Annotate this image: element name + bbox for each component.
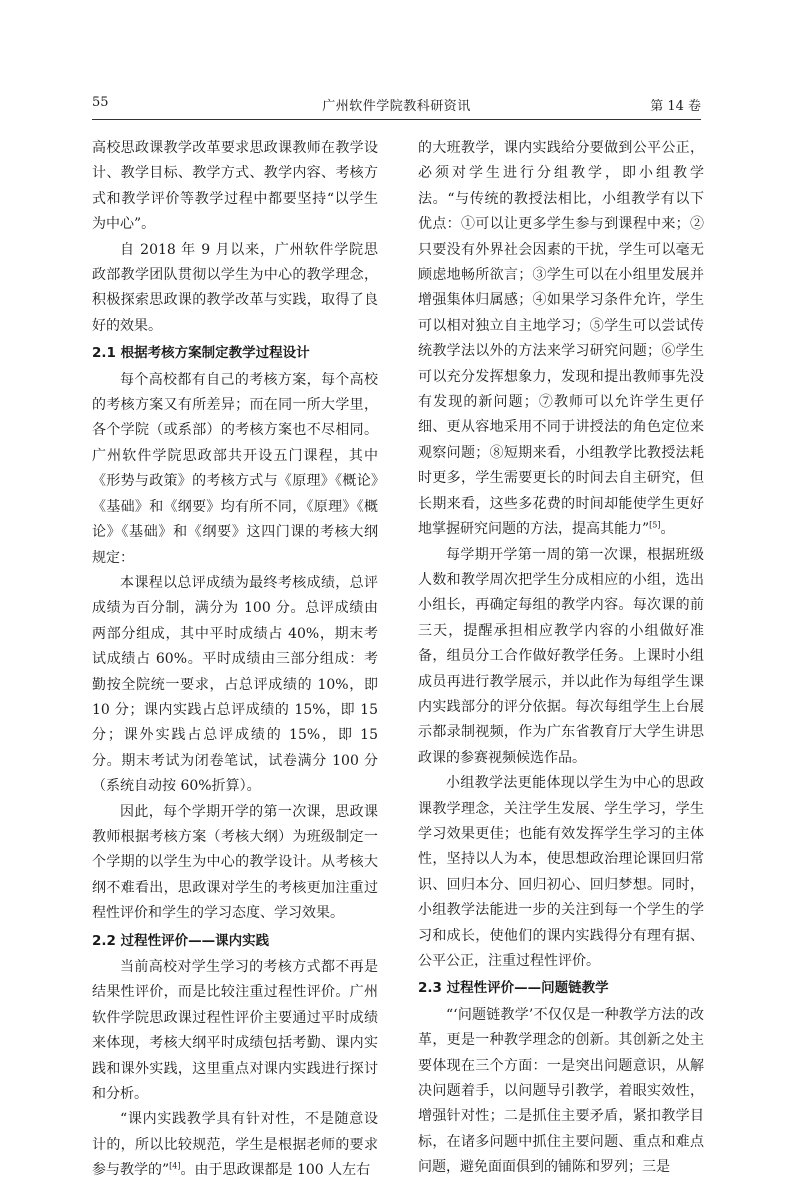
paragraph: “‘问题链教学’不仅仅是一种教学方法的改革，更是一种教学理念的创新。其创新之处主要体现在三个方面：一是突出问题意识，从解决问题着手，以问题导引教学，着眼实效性，增强针对性；二是抓住主要矛盾，紧扣教学目标，在诸多问题中抓住主要问题、重点和难点问题，避免面面俱到的铺陈和罗列；三是: [418, 1006, 704, 1176]
running-header: [92, 95, 701, 117]
header-rule: [92, 119, 701, 120]
citation-ref: [4]: [169, 1161, 181, 1171]
citation-ref: [5]: [649, 520, 661, 530]
volume-label: 第 14 卷: [650, 99, 701, 114]
paragraph: 因此，每个学期开学的第一次课，思政课教师根据考核方案（考核大纲）为班级制定一个学期的以学生为中心的教学设计。从考核大纲不难看出，思政课对学生的考核更加注重过程性评价和学生的学习态度、学习效果。: [92, 803, 378, 922]
section-heading-2-1: 2.1 根据考核方案制定教学过程设计: [92, 345, 310, 362]
section-heading-2-2: 2.2 过程性评价——课内实践: [92, 932, 270, 949]
paragraph: 每学期开学第一周的第一次课，根据班级人数和教学周次把学生分成相应的小组，选出小组长，再确定每组的教学内容。每次课的前三天，提醒承担相应教学内容的小组做好准备，组员分工合作做好教学任务。上课时小组成员再进行教学展示，并以此作为每组学生课内实践部分的评分依据。每次每组学生上台展示都录制视频，作为广东省教育厅大学生讲思政课的参赛视频候选作品。: [418, 546, 704, 766]
page-number: 55: [92, 95, 109, 110]
paragraph: [418, 136, 704, 543]
paragraph-text: 的大班教学，课内实践给分要做到公平公正，必须对学生进行分组教学，即小组教学法。“与传统的教授法相比，小组教学有以下优点：①可以让更多学生参与到课程中来；②只要没有外界社会因素的干扰，学生可以毫无顾虑地畅所欲言；③学生可以在小组里发展并增强集体归属感；④如果学习条件允许，学生可以相对独立自主地学习；⑤学生可以尝试传统教学法以外的方法来学习研究问题；⑥学生可以充分发挥想象力，发现和提出教师事先没有发现的新问题；⑦教师可以允许学生更仔细、更从容地采用不同于讲授法的角色定位来观察问题；⑧短期来看，小组教学比教授法耗时更多，学生需要更长的时间去自主研究，但长期来看，这些多花费的时间却能使学生更好地掌握研究问题的方法，提高其能力”: [418, 140, 704, 538]
journal-title: 广州软件学院教科研资讯: [322, 99, 471, 114]
paragraph: 每个高校都有自己的考核方案，每个高校的考核方案又有所差异；而在同一所大学里，各个学院（或系部）的考核方案也不尽相同。广州软件学院思政部共开设五门课程，其中《形势与政策》的考核方式与《原理》《概论》《基础》和《纲要》均有所不同，《原理》《概论》《基础》和《纲要》这四门课的考核大纲规定：: [92, 371, 378, 566]
paragraph: 自 2018 年 9 月以来，广州软件学院思政部教学团队贯彻以学生为中心的教学理念，积极探索思政课的教学改革与实践，取得了良好的效果。: [92, 241, 378, 334]
right-column: [418, 136, 704, 1181]
section-heading-2-3: 2.3 过程性评价——问题链教学: [418, 980, 609, 997]
paragraph: 当前高校对学生学习的考核方式都不再是结果性评价，而是比较注重过程性评价。广州软件学院思政课过程性评价主要通过平时成绩来体现，考核大纲平时成绩包括考勤、课内实践和课外实践，这里重点对课内实践进行探讨和分析。: [92, 959, 378, 1103]
paragraph: 小组教学法更能体现以学生为中心的思政课教学理念，关注学生发展、学生学习，学生学习效果更佳；也能有效发挥学生学习的主体性，坚持以人为本，使思想政治理论课回归常识、回归本分、回归初心、回归梦想。同时，小组教学法能进一步的关注到每一个学生的学习和成长，使他们的课内实践得分有理有据、公平公正，注重过程性评价。: [418, 775, 704, 969]
paragraph: 本课程以总评成绩为最终考核成绩，总评成绩为百分制，满分为 100 分。总评成绩由两部分组成，其中平时成绩占 40%，期末考试成绩占 60%。平时成绩由三部分组成：考勤按全院统一要求，占总评成绩的 10%，即 10 分；课内实践占总评成绩的 15%，即 15 分；课外实践占总评成绩的 15%，即 15 分。期末考试为闭卷笔试，试卷满分 100 分（系统自动按 60%折算）。: [92, 574, 378, 795]
quote-text: “课内实践教学具有针对性，不是随意设计的，所以比较规范，学生是根据老师的要求参与教学的”: [92, 1111, 378, 1179]
paragraph-continuation: 。由于思政课都是 100 人左右: [180, 1162, 371, 1179]
paragraph: [92, 1107, 378, 1183]
left-column: [92, 136, 378, 1184]
paragraph: 高校思政课教学改革要求思政课教师在教学设计、教学目标、教学方式、教学内容、考核方式和教学评价等教学过程中都要坚持“以学生为中心”。: [92, 140, 378, 233]
paragraph-end: 。: [660, 521, 675, 538]
